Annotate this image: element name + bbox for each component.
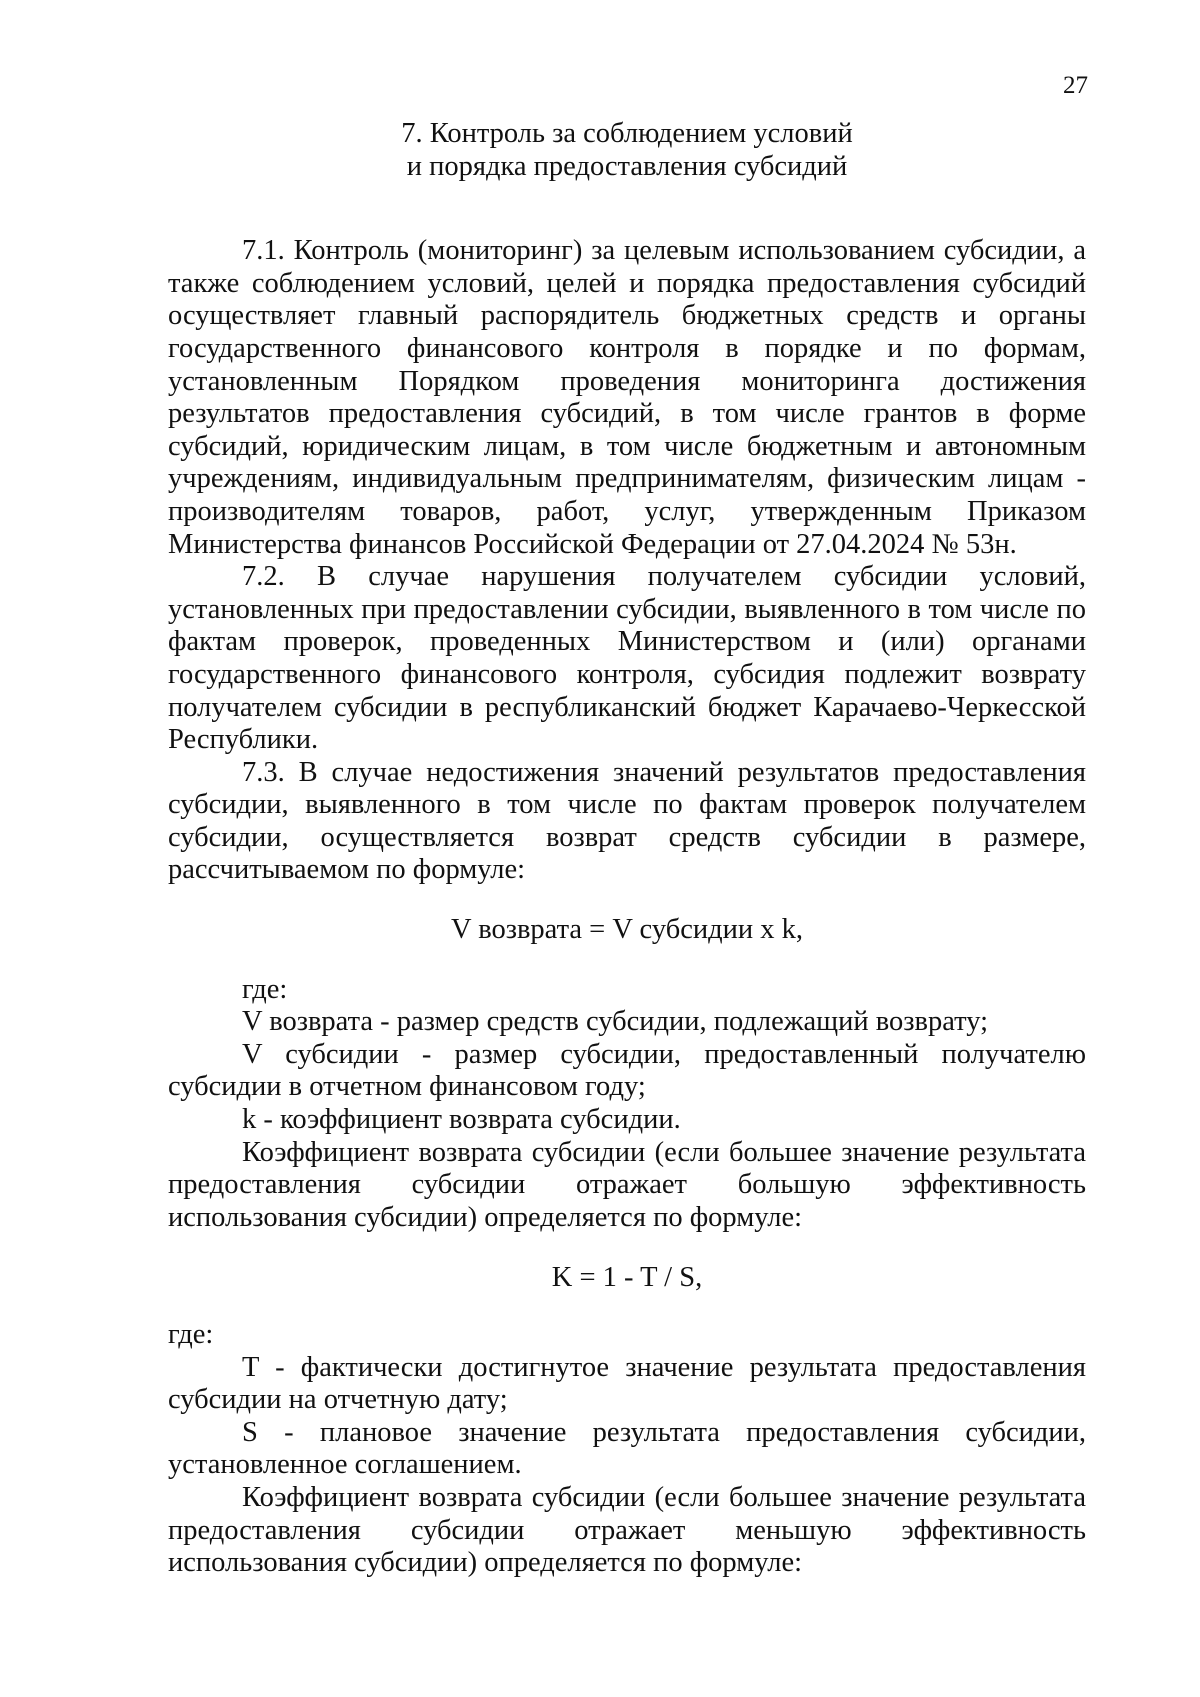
section-heading-line-1: 7. Контроль за соблюдением условий bbox=[401, 118, 853, 149]
paragraph-7-3: 7.3. В случае недостижения значений результатов предоставления субсидии, выявленного в том числе по фактам проверок получателем субсидии, осуществляется возврат средств субсидии в размере, рассчитываемом по формуле: bbox=[168, 756, 1086, 886]
paragraph-7-2: 7.2. В случае нарушения получателем субсидии условий, установленных при предоставлении субсидии, выявленного в том числе по фактам проверок, проведенных Министерством и (или) органами государственного финансового контроля, субсидия подлежит возврату получателем субсидии в республиканский бюджет Карачаево-Черкесской Республики. bbox=[168, 561, 1086, 756]
definition-v-return: V возврата - размер средств субсидии, подлежащий возврату; bbox=[242, 1006, 988, 1038]
document-body bbox=[168, 118, 1086, 1580]
definition-s: S - плановое значение результата предоставления субсидии, установленное соглашением. bbox=[168, 1416, 1086, 1481]
coefficient-intro-1: Коэффициент возврата субсидии (если большее значение результата предоставления субсидии отражает большую эффективность использования субсидии) определяется по формуле: bbox=[168, 1136, 1086, 1233]
where-label-1: где: bbox=[242, 973, 288, 1005]
formula-return-amount: V возврата = V субсидии x k, bbox=[451, 914, 803, 946]
definition-v-subsidy: V субсидии - размер субсидии, предоставленный получателю субсидии в отчетном финансовом году; bbox=[168, 1038, 1086, 1103]
paragraph-7-1: 7.1. Контроль (мониторинг) за целевым использованием субсидии, а также соблюдением условий, целей и порядка предоставления субсидий осуществляет главный распорядитель бюджетных средств и органы государственного финансового контроля в порядке и по формам, установленным Порядком проведения мониторинга достижения результатов предоставления субсидий, в том числе грантов в форме субсидий, юридическим лицам, в том числе бюджетным и автономным учреждениям, индивидуальным предпринимателям, физическим лицам - производителям товаров, работ, услуг, утвержденным Приказом Министерства финансов Российской Федерации от 27.04.2024 № 53н. bbox=[168, 235, 1086, 560]
where-label-2: где: bbox=[168, 1319, 214, 1350]
coefficient-intro-2: Коэффициент возврата субсидии (если большее значение результата предоставления субсидии отражает меньшую эффективность использования субсидии) определяется по формуле: bbox=[168, 1481, 1086, 1579]
page-number: 27 bbox=[1063, 72, 1088, 99]
definition-t: T - фактически достигнутое значение результата предоставления субсидии на отчетную дату; bbox=[168, 1351, 1086, 1416]
section-heading-line-2: и порядка предоставления субсидий bbox=[406, 150, 848, 182]
section-heading bbox=[168, 118, 1086, 183]
formula-coefficient: K = 1 - T / S, bbox=[551, 1262, 703, 1294]
definition-k: k - коэффициент возврата субсидии. bbox=[242, 1104, 681, 1136]
